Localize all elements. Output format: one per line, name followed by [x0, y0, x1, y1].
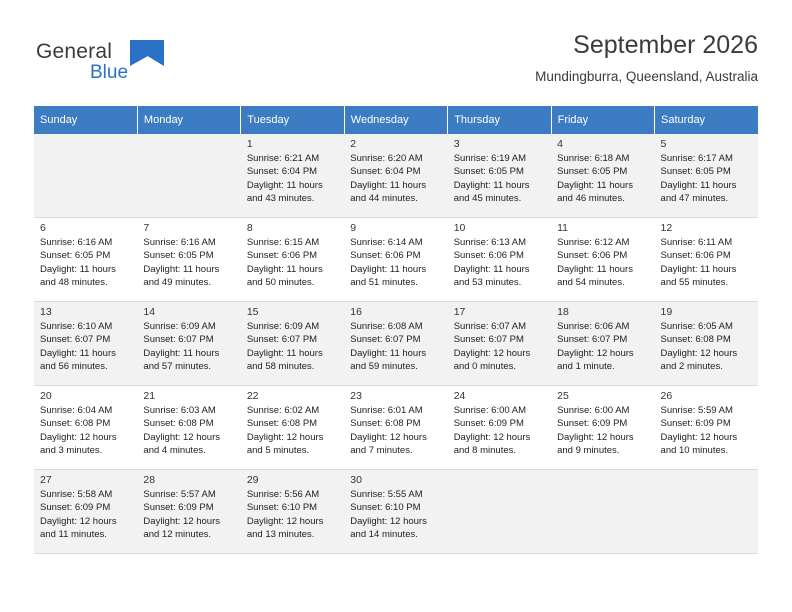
calendar-day-cell[interactable]: [551, 134, 654, 218]
sunset-text: Sunset: 6:08 PM: [246, 418, 318, 430]
day-details: [247, 488, 339, 542]
daylight-text: Daylight: 12 hours: [143, 515, 220, 527]
weekday-header-sunday: Sunday: [34, 106, 137, 134]
sunrise-text: Sunrise: 6:11 AM: [660, 237, 733, 248]
sunset-text: Sunset: 6:05 PM: [453, 166, 524, 178]
weekday-header-wednesday: Wednesday: [344, 106, 447, 134]
day-details: [661, 152, 753, 206]
sunrise-text: Sunrise: 6:04 AM: [40, 405, 113, 416]
day-details: [40, 320, 132, 374]
day-details: [350, 404, 442, 458]
sunrise-text: Sunrise: 6:14 AM: [350, 237, 423, 248]
location-subtitle: Mundingburra, Queensland, Australia: [535, 69, 758, 84]
sunrise-text: Sunrise: 6:13 AM: [453, 237, 527, 248]
sunset-text: Sunset: 6:06 PM: [453, 250, 524, 262]
weekday-header-row: [34, 106, 758, 134]
daylight-text: and 44 minutes.: [350, 193, 418, 205]
sunrise-text: Sunrise: 5:55 AM: [350, 489, 423, 500]
daylight-text: and 11 minutes.: [40, 529, 107, 541]
daylight-text: Daylight: 12 hours: [453, 347, 531, 359]
sunrise-text: Sunrise: 6:18 AM: [557, 153, 630, 164]
day-details: [247, 236, 339, 290]
day-number: 7: [143, 222, 150, 234]
sunrise-text: Sunrise: 6:07 AM: [453, 321, 527, 332]
day-number: 10: [453, 222, 466, 234]
weekday-header-thursday: Thursday: [448, 106, 551, 134]
daylight-text: Daylight: 12 hours: [350, 515, 427, 527]
daylight-text: and 53 minutes.: [453, 277, 522, 289]
day-details: [350, 236, 442, 290]
daylight-text: Daylight: 12 hours: [453, 431, 531, 443]
sunset-text: Sunset: 6:06 PM: [557, 250, 628, 262]
day-details: [557, 236, 649, 290]
daylight-text: Daylight: 11 hours: [660, 263, 737, 275]
daylight-text: and 59 minutes.: [350, 361, 418, 373]
calendar-day-cell[interactable]: [655, 134, 758, 218]
sunrise-text: Sunrise: 6:06 AM: [557, 321, 630, 332]
day-number: 13: [40, 306, 52, 318]
sunrise-text: Sunrise: 6:03 AM: [143, 405, 216, 416]
day-number: 2: [350, 138, 357, 150]
daylight-text: and 58 minutes.: [246, 361, 315, 373]
calendar-day-cell[interactable]: [655, 302, 758, 386]
daylight-text: Daylight: 11 hours: [40, 347, 116, 359]
sunset-text: Sunset: 6:07 PM: [350, 334, 421, 346]
daylight-text: Daylight: 11 hours: [453, 179, 530, 191]
brand-logo: [34, 32, 224, 88]
sunset-text: Sunset: 6:08 PM: [660, 334, 731, 346]
daylight-text: Daylight: 11 hours: [143, 347, 220, 359]
sunrise-text: Sunrise: 6:16 AM: [143, 237, 216, 248]
day-details: [247, 320, 339, 374]
daylight-text: Daylight: 11 hours: [453, 263, 530, 275]
daylight-text: Daylight: 12 hours: [246, 515, 324, 527]
day-number: 18: [557, 306, 569, 318]
daylight-text: and 13 minutes.: [246, 529, 315, 541]
title-block: [535, 30, 758, 85]
day-details: [350, 152, 442, 206]
day-number: 1: [246, 138, 253, 150]
day-number: 11: [557, 222, 569, 234]
daylight-text: and 2 minutes.: [660, 361, 723, 373]
sunrise-text: Sunrise: 5:59 AM: [660, 405, 733, 416]
daylight-text: Daylight: 12 hours: [660, 347, 738, 359]
sunrise-text: Sunrise: 6:20 AM: [350, 153, 423, 164]
daylight-text: Daylight: 11 hours: [557, 263, 633, 275]
daylight-text: and 56 minutes.: [40, 361, 108, 373]
day-number: 23: [350, 390, 362, 402]
calendar-day-cell[interactable]: [34, 218, 137, 302]
calendar-day-cell[interactable]: [34, 302, 137, 386]
sunset-text: Sunset: 6:09 PM: [453, 418, 524, 430]
daylight-text: Daylight: 11 hours: [350, 179, 427, 191]
sunset-text: Sunset: 6:07 PM: [143, 334, 214, 346]
sunset-text: Sunset: 6:07 PM: [453, 334, 524, 346]
sunrise-text: Sunrise: 6:01 AM: [350, 405, 423, 416]
sunset-text: Sunset: 6:10 PM: [350, 502, 421, 514]
brand-name-blue: Blue: [90, 62, 129, 83]
sunset-text: Sunset: 6:04 PM: [246, 166, 318, 178]
calendar-day-cell[interactable]: [241, 302, 344, 386]
day-number: 4: [557, 138, 563, 150]
daylight-text: and 49 minutes.: [143, 277, 212, 289]
calendar-day-cell[interactable]: [241, 470, 344, 554]
daylight-text: and 14 minutes.: [350, 529, 418, 541]
day-number: 17: [453, 306, 466, 318]
daylight-text: and 12 minutes.: [143, 529, 212, 541]
sunset-text: Sunset: 6:06 PM: [660, 250, 731, 262]
calendar-empty-cell: [34, 134, 137, 218]
day-details: [143, 488, 235, 542]
day-number: 24: [453, 390, 466, 402]
daylight-text: Daylight: 11 hours: [246, 347, 323, 359]
daylight-text: and 57 minutes.: [143, 361, 212, 373]
calendar-day-cell[interactable]: [241, 386, 344, 470]
sunrise-text: Sunrise: 6:17 AM: [660, 153, 733, 164]
sunrise-text: Sunrise: 6:00 AM: [557, 405, 630, 416]
calendar-week-row: [34, 302, 758, 386]
sunrise-text: Sunrise: 6:15 AM: [246, 237, 320, 248]
daylight-text: and 7 minutes.: [350, 445, 413, 457]
sunset-text: Sunset: 6:08 PM: [143, 418, 214, 430]
weekday-header-saturday: Saturday: [655, 106, 758, 134]
sunrise-text: Sunrise: 6:08 AM: [350, 321, 423, 332]
daylight-text: Daylight: 11 hours: [246, 179, 323, 191]
daylight-text: and 47 minutes.: [660, 193, 729, 205]
sunrise-text: Sunrise: 6:10 AM: [40, 321, 113, 332]
daylight-text: and 55 minutes.: [660, 277, 729, 289]
day-number: 16: [350, 306, 362, 318]
day-details: [247, 152, 339, 206]
calendar-day-cell[interactable]: [551, 302, 654, 386]
day-details: [143, 320, 235, 374]
sunrise-text: Sunrise: 6:16 AM: [40, 237, 113, 248]
day-number: 20: [40, 390, 52, 402]
daylight-text: and 3 minutes.: [40, 445, 103, 457]
daylight-text: and 4 minutes.: [143, 445, 206, 457]
calendar-body: [34, 134, 758, 554]
calendar-day-cell[interactable]: [655, 386, 758, 470]
daylight-text: Daylight: 12 hours: [246, 431, 324, 443]
daylight-text: and 1 minute.: [557, 361, 615, 373]
sunset-text: Sunset: 6:07 PM: [557, 334, 628, 346]
day-details: [143, 236, 235, 290]
weekday-header-friday: Friday: [551, 106, 654, 134]
daylight-text: Daylight: 11 hours: [143, 263, 220, 275]
sunset-text: Sunset: 6:09 PM: [660, 418, 731, 430]
daylight-text: and 50 minutes.: [246, 277, 315, 289]
calendar-week-row: [34, 470, 758, 554]
day-number: 12: [660, 222, 673, 234]
day-number: 28: [143, 474, 156, 486]
calendar-day-cell[interactable]: [241, 218, 344, 302]
calendar-day-cell[interactable]: [34, 386, 137, 470]
day-number: 5: [660, 138, 667, 150]
calendar-table: [34, 106, 758, 554]
calendar-day-cell[interactable]: [551, 218, 654, 302]
day-number: 8: [246, 222, 253, 234]
day-number: 26: [660, 390, 673, 402]
sunset-text: Sunset: 6:05 PM: [143, 250, 214, 262]
calendar-day-cell[interactable]: [655, 218, 758, 302]
day-details: [661, 236, 753, 290]
day-number: 3: [453, 138, 460, 150]
day-details: [454, 152, 546, 206]
sunrise-text: Sunrise: 5:57 AM: [143, 489, 216, 500]
daylight-text: and 46 minutes.: [557, 193, 625, 205]
day-details: [40, 404, 132, 458]
day-number: 22: [246, 390, 259, 402]
calendar-day-cell[interactable]: [551, 386, 654, 470]
day-details: [661, 320, 753, 374]
day-details: [454, 320, 546, 374]
sunrise-text: Sunrise: 6:05 AM: [660, 321, 733, 332]
calendar-day-cell[interactable]: [448, 218, 551, 302]
daylight-text: and 5 minutes.: [246, 445, 310, 457]
sunset-text: Sunset: 6:05 PM: [557, 166, 628, 178]
calendar-day-cell[interactable]: [448, 302, 551, 386]
calendar-day-cell[interactable]: [344, 470, 447, 554]
sunset-text: Sunset: 6:09 PM: [557, 418, 628, 430]
day-details: [661, 404, 753, 458]
calendar-day-cell[interactable]: [344, 218, 447, 302]
daylight-text: Daylight: 11 hours: [350, 263, 427, 275]
sunrise-text: Sunrise: 6:12 AM: [557, 237, 630, 248]
daylight-text: and 51 minutes.: [350, 277, 418, 289]
day-details: [454, 404, 546, 458]
calendar-day-cell[interactable]: [137, 218, 240, 302]
sunset-text: Sunset: 6:07 PM: [40, 334, 111, 346]
day-details: [557, 404, 649, 458]
day-number: 19: [660, 306, 673, 318]
daylight-text: Daylight: 12 hours: [350, 431, 427, 443]
flag-icon: [130, 40, 164, 66]
day-details: [350, 488, 442, 542]
calendar-day-cell[interactable]: [448, 386, 551, 470]
daylight-text: and 9 minutes.: [557, 445, 620, 457]
weekday-header-tuesday: Tuesday: [241, 106, 344, 134]
sunrise-text: Sunrise: 6:09 AM: [143, 321, 216, 332]
calendar-week-row: [34, 386, 758, 470]
daylight-text: Daylight: 12 hours: [557, 347, 634, 359]
calendar-day-cell[interactable]: [344, 134, 447, 218]
day-number: 27: [40, 474, 52, 486]
daylight-text: and 10 minutes.: [660, 445, 729, 457]
daylight-text: Daylight: 11 hours: [246, 263, 323, 275]
daylight-text: and 43 minutes.: [246, 193, 315, 205]
calendar-week-row: [34, 134, 758, 218]
daylight-text: Daylight: 12 hours: [40, 515, 117, 527]
day-details: [143, 404, 235, 458]
sunrise-text: Sunrise: 6:21 AM: [246, 153, 320, 164]
sunrise-text: Sunrise: 6:02 AM: [246, 405, 320, 416]
day-details: [40, 488, 132, 542]
weekday-header-monday: Monday: [137, 106, 240, 134]
brand-name-general: General: [36, 40, 113, 63]
daylight-text: Daylight: 12 hours: [660, 431, 738, 443]
daylight-text: and 54 minutes.: [557, 277, 625, 289]
daylight-text: and 8 minutes.: [453, 445, 517, 457]
daylight-text: and 45 minutes.: [453, 193, 522, 205]
sunrise-text: Sunrise: 5:58 AM: [40, 489, 113, 500]
sunset-text: Sunset: 6:10 PM: [246, 502, 318, 514]
calendar-empty-cell: [137, 134, 240, 218]
day-details: [557, 320, 649, 374]
daylight-text: Daylight: 11 hours: [40, 263, 116, 275]
calendar-day-cell[interactable]: [137, 386, 240, 470]
sunrise-text: Sunrise: 5:56 AM: [246, 489, 320, 500]
page-header: [34, 30, 758, 98]
daylight-text: Daylight: 12 hours: [143, 431, 220, 443]
sunset-text: Sunset: 6:09 PM: [143, 502, 214, 514]
sunset-text: Sunset: 6:04 PM: [350, 166, 421, 178]
page-title: September 2026: [573, 31, 758, 59]
day-number: 21: [143, 390, 156, 402]
day-details: [40, 236, 132, 290]
sunset-text: Sunset: 6:08 PM: [350, 418, 421, 430]
day-number: 14: [143, 306, 156, 318]
calendar-day-cell[interactable]: [34, 470, 137, 554]
sunset-text: Sunset: 6:06 PM: [350, 250, 421, 262]
calendar-day-cell[interactable]: [241, 134, 344, 218]
daylight-text: Daylight: 12 hours: [40, 431, 117, 443]
sunset-text: Sunset: 6:05 PM: [40, 250, 111, 262]
calendar-day-cell[interactable]: [448, 134, 551, 218]
daylight-text: Daylight: 11 hours: [660, 179, 737, 191]
calendar-empty-cell: [655, 470, 758, 554]
sunset-text: Sunset: 6:07 PM: [246, 334, 318, 346]
day-number: 9: [350, 222, 357, 234]
sunset-text: Sunset: 6:08 PM: [40, 418, 111, 430]
calendar-day-cell[interactable]: [344, 386, 447, 470]
sunset-text: Sunset: 6:05 PM: [660, 166, 731, 178]
calendar-day-cell[interactable]: [137, 470, 240, 554]
day-number: 6: [40, 222, 46, 234]
day-number: 29: [246, 474, 259, 486]
daylight-text: Daylight: 12 hours: [557, 431, 634, 443]
day-number: 15: [246, 306, 259, 318]
daylight-text: Daylight: 11 hours: [350, 347, 427, 359]
day-details: [557, 152, 649, 206]
daylight-text: and 0 minutes.: [453, 361, 517, 373]
day-details: [247, 404, 339, 458]
daylight-text: and 48 minutes.: [40, 277, 108, 289]
day-details: [350, 320, 442, 374]
calendar-empty-cell: [551, 470, 654, 554]
sunset-text: Sunset: 6:06 PM: [246, 250, 318, 262]
calendar-day-cell[interactable]: [344, 302, 447, 386]
sunrise-text: Sunrise: 6:09 AM: [246, 321, 320, 332]
day-number: 25: [557, 390, 569, 402]
sunrise-text: Sunrise: 6:00 AM: [453, 405, 527, 416]
calendar-week-row: [34, 218, 758, 302]
day-details: [454, 236, 546, 290]
calendar-day-cell[interactable]: [137, 302, 240, 386]
sunrise-text: Sunrise: 6:19 AM: [453, 153, 527, 164]
calendar-empty-cell: [448, 470, 551, 554]
day-number: 30: [350, 474, 362, 486]
daylight-text: Daylight: 11 hours: [557, 179, 633, 191]
sunset-text: Sunset: 6:09 PM: [40, 502, 111, 514]
